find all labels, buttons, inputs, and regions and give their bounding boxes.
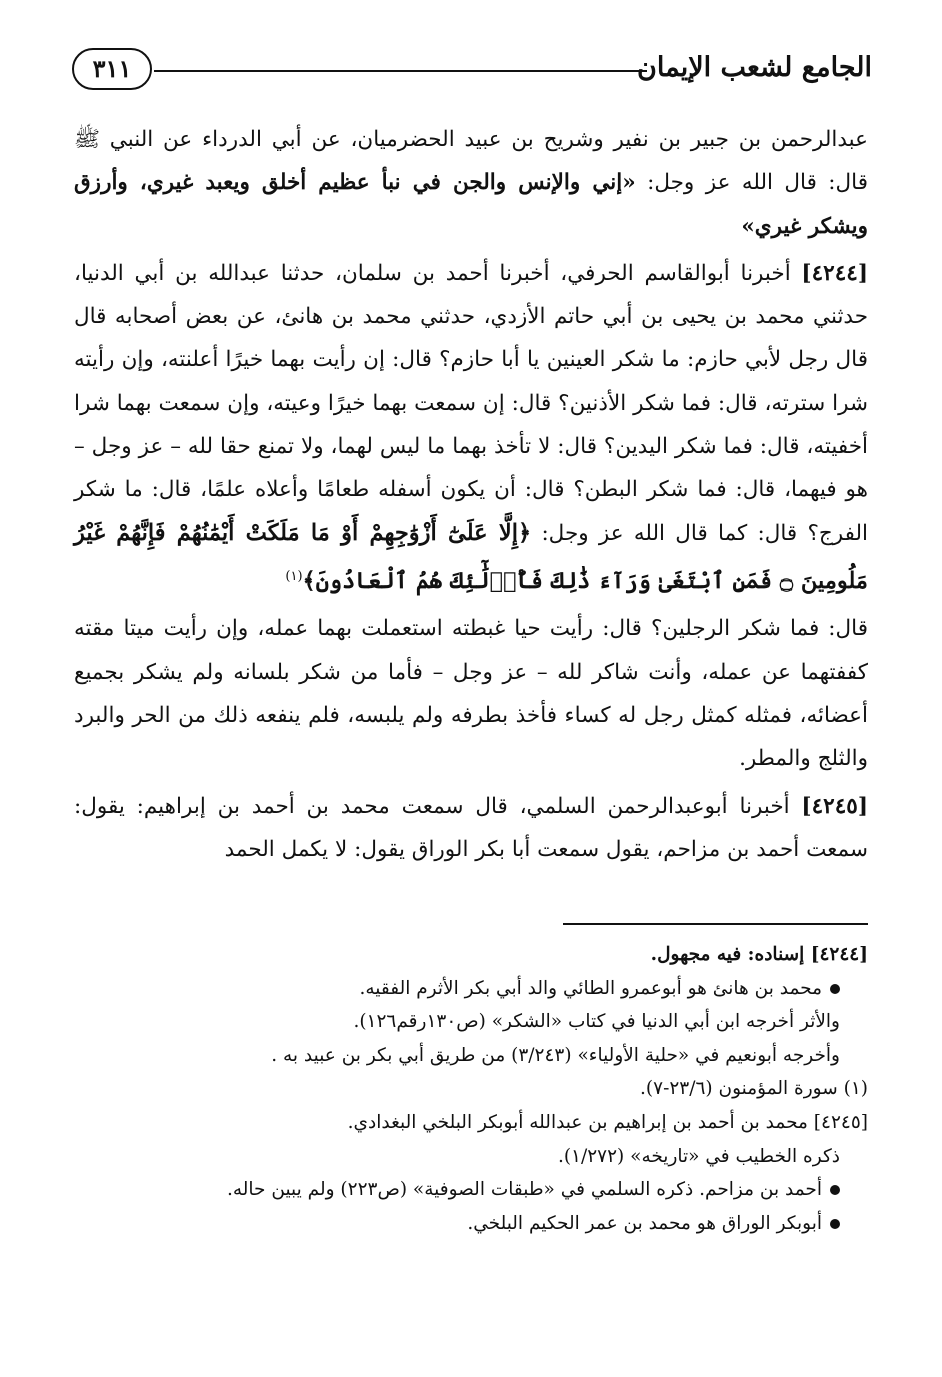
hadith-quote: «إني والإنس والجن في نبأ عظيم أخلق ويعبد غيري، وأرزق ويشكر غيري» bbox=[74, 170, 868, 239]
book-title: الجامع لشعب الإيمان bbox=[637, 52, 872, 83]
text-line: قال: قال الله عز وجل: bbox=[647, 170, 868, 196]
hadith-4244-continuation bbox=[74, 607, 868, 780]
footnote-item bbox=[120, 972, 868, 1006]
page-number: ٣١١ bbox=[72, 48, 152, 90]
hadith-4245 bbox=[74, 785, 868, 872]
footnote-item bbox=[120, 1173, 868, 1207]
footnote-line: ذكره الخطيب في «تاريخه» (١/٢٧٢). bbox=[557, 1145, 840, 1167]
header-rule bbox=[154, 70, 647, 72]
quran-verse: ﴿إِلَّا عَلَىٰٓ أَزْوَٰجِهِمْ أَوْ مَا مَلَكَتْ أَيْمَٰنُهُمْ فَإِنَّهُمْ غَيْرُ مَلُومِينَ ۝ فَمَنِ ٱبْتَغَىٰ وَرَآءَ ذَٰلِكَ فَأُو۟لَٰٓئِكَ هُمُ ٱلْعَادُونَ﴾ bbox=[74, 519, 868, 595]
main-text bbox=[74, 118, 868, 875]
footnote-heading: [٤٢٤٤] إسناده: فيه مجهول. bbox=[650, 944, 868, 965]
hadith-text: قال: فما شكر الرجلين؟ قال: رأيت حيا غبطته استعملت بهما عمله، وإن رأيت ميتا مقته كففتهما عن عمله، وأنت شاكر لله – عز وجل – فأما من شكر بلسانه ولم يشكر بجميع أعضائه، فمثله كمثل رجل له كساء فأخذ بطرفه ولم يلبسه، فلم ينفعه ذلك من الحر والبرد والثلج والمطر. bbox=[74, 616, 868, 772]
footnote-text: محمد بن هانئ هو أبوعمرو الطائي والد أبي بكر الأثرم الفقيه. bbox=[359, 977, 822, 999]
text-line: عبدالرحمن بن جبير بن نفير وشريح بن عبيد الحضرميان، عن أبي الدرداء عن النبي ﷺ bbox=[74, 127, 868, 152]
footnote-line: وأخرجه أبونعيم في «حلية الأولياء» (٣/٢٤٣) من طريق أبي بكر بن عبيد به . bbox=[271, 1044, 840, 1066]
hadith-number: [٤٢٤٤] bbox=[801, 260, 868, 286]
hadith-text: أخبرنا أبوالقاسم الحرفي، أخبرنا أحمد بن سلمان، حدثنا عبدالله بن أبي الدنيا، حدثني محمد بن يحيى بن أبي حاتم الأزدي، حدثني محمد بن هانئ، عن بعض أصحابه قال قال رجل لأبي حازم: ما شكر العينين يا أبا حازم؟ قال: إن رأيت بهما خيرًا أعلنته، وإن رأيته شرا سترته، قال: فما شكر الأذنين؟ قال: إن سمعت بهما خيرًا وعيته، وإن سمعت بهما شرا أخفيته، قال: فما شكر اليدين؟ قال: لا تأخذ بهما ما ليس لهما، ولا تمنع حقا لله – عز وجل – هو فيهما، قال: فما شكر البطن؟ قال: أن يكون أسفله طعامًا وأعلاه علمًا، قال: ما شكر الفرج؟ قال: كما قال الله عز وجل: bbox=[74, 260, 869, 546]
footnote-line: والأثر أخرجه ابن أبي الدنيا في كتاب «الشكر» (ص١٣٠رقم١٢٦). bbox=[353, 1011, 840, 1033]
bullet-icon bbox=[830, 1185, 840, 1195]
hadith-number: [٤٢٤٥] bbox=[801, 793, 868, 819]
bullet-icon bbox=[830, 984, 840, 994]
hadith-text: أخبرنا أبوعبدالرحمن السلمي، قال سمعت محمد بن أحمد بن إبراهيم: يقول: سمعت أحمد بن مزاحم، يقول سمعت أبا بكر الوراق يقول: لا يكمل الحمد bbox=[74, 793, 868, 862]
footnote-separator bbox=[563, 923, 868, 925]
footnotes bbox=[120, 938, 868, 1240]
footnote-text: أبوبكر الوراق هو محمد بن عمر الحكيم البلخي. bbox=[467, 1212, 822, 1234]
paragraph-continuation bbox=[74, 118, 868, 248]
bullet-icon bbox=[830, 1219, 840, 1229]
footnote-marker: (١) bbox=[285, 568, 303, 584]
footnote-line: (١) سورة المؤمنون (٢٣/٦-٧). bbox=[640, 1078, 868, 1100]
footnote-text: أحمد بن مزاحم. ذكره السلمي في «طبقات الصوفية» (ص٢٢٣) ولم يبين حاله. bbox=[226, 1179, 822, 1201]
footnote-item bbox=[120, 1207, 868, 1241]
hadith-4244 bbox=[74, 252, 868, 604]
running-header bbox=[72, 44, 872, 106]
footnote-heading: [٤٢٤٥] محمد بن أحمد بن إبراهيم بن عبدالله أبوبكر البلخي البغدادي. bbox=[347, 1111, 868, 1133]
